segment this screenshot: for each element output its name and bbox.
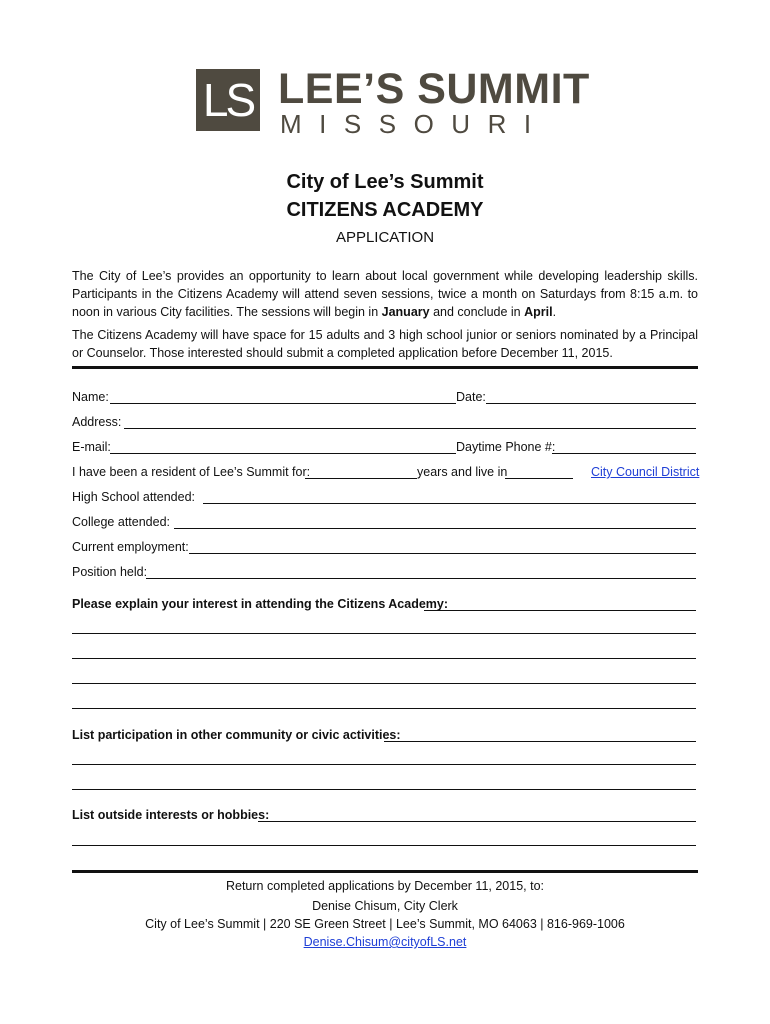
intro-text: and conclude in <box>429 305 525 319</box>
civic-label: List participation in other community or civic activities: <box>72 728 401 742</box>
civic-field[interactable] <box>384 741 696 742</box>
years-label: years and live in <box>417 465 508 479</box>
residency-row <box>72 463 698 481</box>
name-field[interactable] <box>110 403 456 404</box>
resident-label: I have been a resident of Lee’s Summit for: <box>72 465 311 479</box>
highschool-label: High School attended: <box>72 490 196 504</box>
start-month: January <box>381 305 430 319</box>
interest-line[interactable] <box>72 633 696 634</box>
college-label: College attended: <box>72 515 170 529</box>
email-phone-row <box>72 438 698 456</box>
resident-years-field[interactable] <box>305 478 417 479</box>
interest-line[interactable] <box>72 683 696 684</box>
college-row <box>72 513 698 531</box>
clerk-address: City of Lee’s Summit | 220 SE Green Street | Lee’s Summit, MO 64063 | 816-969-1006 <box>145 917 625 931</box>
employment-row <box>72 538 698 556</box>
hobbies-line[interactable] <box>72 845 696 846</box>
name-date-row <box>72 388 698 406</box>
highschool-row <box>72 488 698 506</box>
address-field[interactable] <box>124 428 696 429</box>
position-row <box>72 563 698 581</box>
interest-line[interactable] <box>72 708 696 709</box>
civic-line[interactable] <box>72 764 696 765</box>
address-row <box>72 413 698 431</box>
logo-letters: LS <box>202 74 254 126</box>
section-divider <box>72 366 698 369</box>
college-field[interactable] <box>174 528 696 529</box>
document-subtitle: APPLICATION <box>335 229 435 246</box>
return-instructions: Return completed applications by December 11, 2015, to: <box>225 879 544 893</box>
hobbies-field[interactable] <box>258 821 696 822</box>
city-council-district-link[interactable]: City Council District <box>591 465 700 479</box>
document-title-city: City of Lee’s Summit <box>286 171 484 193</box>
clerk-name: Denise Chisum, City Clerk <box>312 899 458 913</box>
end-month: April <box>524 305 553 319</box>
logo-mark <box>196 69 260 131</box>
clerk-email-row <box>0 933 770 951</box>
intro-paragraph-2: The Citizens Academy will have space for 15 adults and 3 high school junior or seniors nominated by a Principal or Counselor. Those interested should submit a completed application before December 11, 2015. <box>72 328 698 360</box>
highschool-field[interactable] <box>203 503 696 504</box>
intro-text: The City of Lee’s provides an opportunity to learn about local government while developing leadership skills. Participants in the Citizens Academy will attend seven sessions, twice a month on Saturdays from 8:15 a.m. to noon in various City facilities. The sessions will begin in <box>72 269 698 319</box>
date-field[interactable] <box>486 403 696 404</box>
logo-state-name: MISSOURI <box>280 109 549 139</box>
email-label: E-mail: <box>72 440 111 454</box>
intro-text: . <box>552 305 557 319</box>
email-field[interactable] <box>110 453 456 454</box>
interest-field[interactable] <box>424 610 696 611</box>
date-label: Date: <box>456 390 486 404</box>
phone-label: Daytime Phone #: <box>456 440 556 454</box>
interest-line[interactable] <box>72 658 696 659</box>
civic-line[interactable] <box>72 789 696 790</box>
footer-divider <box>72 870 698 873</box>
intro-paragraph-1 <box>72 267 698 321</box>
hobbies-label: List outside interests or hobbies: <box>72 808 270 822</box>
position-field[interactable] <box>146 578 696 579</box>
employment-label: Current employment: <box>72 540 189 554</box>
address-label: Address: <box>72 415 122 429</box>
position-label: Position held: <box>72 565 148 579</box>
district-field[interactable] <box>505 478 573 479</box>
logo-city-name: LEE’S SUMMIT <box>278 65 590 113</box>
phone-field[interactable] <box>552 453 696 454</box>
civic-row <box>72 726 698 744</box>
clerk-email-link[interactable]: Denise.Chisum@cityofLS.net <box>303 935 467 949</box>
interest-row <box>72 595 698 613</box>
hobbies-row <box>72 806 698 824</box>
name-label: Name: <box>72 390 109 404</box>
interest-label: Please explain your interest in attending the Citizens Academy: <box>72 597 449 611</box>
employment-field[interactable] <box>189 553 696 554</box>
document-title-program: CITIZENS ACADEMY <box>286 199 484 221</box>
